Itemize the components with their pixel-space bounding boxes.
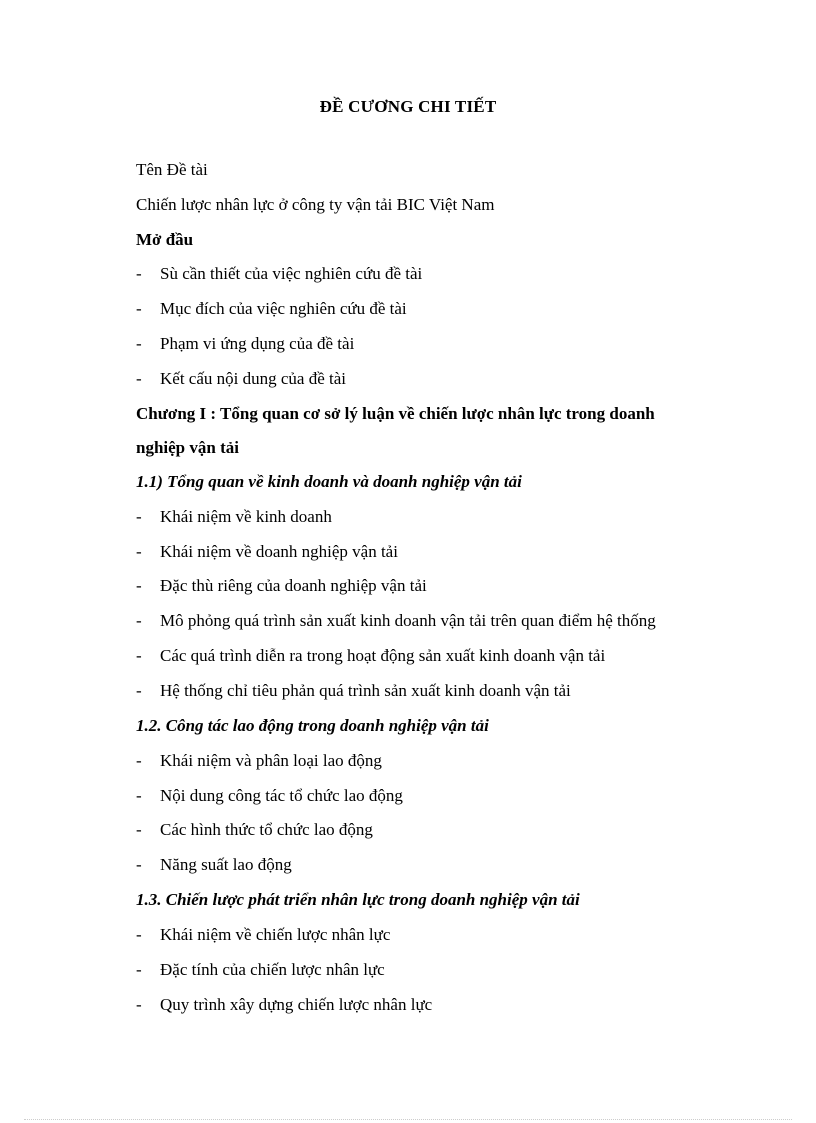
- list-item-text: Đặc tính của chiến lược nhân lực: [160, 960, 385, 979]
- bullet-dash: -: [136, 611, 142, 630]
- list-item-text: Năng suất lao động: [160, 855, 292, 874]
- list-item: [136, 680, 571, 702]
- list-item: [136, 994, 432, 1016]
- list-item: [136, 819, 373, 841]
- list-item: [136, 645, 605, 667]
- bullet-dash: -: [136, 820, 142, 839]
- list-item: [136, 506, 332, 528]
- page-bottom-rule: [24, 1119, 792, 1120]
- list-item: [136, 959, 385, 981]
- list-item-text: Khái niệm và phân loại lao động: [160, 751, 382, 770]
- topic-label: Tên Đề tài: [136, 160, 208, 179]
- list-item-text: Hệ thống chỉ tiêu phản quá trình sản xuất kinh doanh vận tải: [160, 681, 571, 700]
- bullet-dash: -: [136, 681, 142, 700]
- list-item: [136, 333, 354, 355]
- chapter-heading: Chương I : Tổng quan cơ sở lý luận về chiến lược nhân lực trong doanh: [136, 404, 655, 423]
- list-item: [136, 750, 382, 772]
- list-item-text: Khái niệm về chiến lược nhân lực: [160, 925, 391, 944]
- intro-heading: Mở đầu: [136, 230, 194, 249]
- list-item: [136, 575, 427, 597]
- list-item: [136, 854, 292, 876]
- section-heading: 1.3. Chiến lược phát triển nhân lực trong doanh nghiệp vận tải: [136, 890, 580, 909]
- bullet-dash: -: [136, 507, 142, 526]
- list-item: [136, 263, 422, 285]
- list-item-text: Mô phỏng quá trình sản xuất kinh doanh vận tải trên quan điểm hệ thống: [160, 611, 656, 630]
- bullet-dash: -: [136, 751, 142, 770]
- list-item-text: Phạm vi ứng dụng của đề tài: [160, 334, 355, 353]
- bullet-dash: -: [136, 542, 142, 561]
- bullet-dash: -: [136, 299, 142, 318]
- list-item: [136, 368, 346, 390]
- list-item: [136, 541, 398, 563]
- list-item: [136, 785, 403, 807]
- section-heading: 1.1) Tổng quan về kinh doanh và doanh nghiệp vận tải: [136, 472, 522, 491]
- bullet-dash: -: [136, 786, 142, 805]
- list-item: [136, 610, 656, 632]
- list-item-text: Kết cấu nội dung của đề tài: [160, 369, 346, 388]
- list-item-text: Mục đích của việc nghiên cứu đề tài: [160, 299, 407, 318]
- list-item-text: Đặc thù riêng của doanh nghiệp vận tải: [160, 576, 427, 595]
- list-item-text: Nội dung công tác tổ chức lao động: [160, 786, 403, 805]
- bullet-dash: -: [136, 855, 142, 874]
- bullet-dash: -: [136, 576, 142, 595]
- list-item-text: Các hình thức tổ chức lao động: [160, 820, 373, 839]
- list-item-text: Sù cần thiết của việc nghiên cứu đề tài: [160, 264, 423, 283]
- list-item-text: Khái niệm về doanh nghiệp vận tải: [160, 542, 398, 561]
- topic-value: Chiến lược nhân lực ở công ty vận tải BIC Việt Nam: [136, 195, 495, 214]
- list-item: [136, 924, 390, 946]
- bullet-dash: -: [136, 960, 142, 979]
- bullet-dash: -: [136, 646, 142, 665]
- list-item-text: Khái niệm về kinh doanh: [160, 507, 332, 526]
- list-item: [136, 298, 407, 320]
- list-item-text: Các quá trình diễn ra trong hoạt động sản xuất kinh doanh vận tải: [160, 646, 606, 665]
- bullet-dash: -: [136, 925, 142, 944]
- bullet-dash: -: [136, 995, 142, 1014]
- document-title: ĐỀ CƯƠNG CHI TIẾT: [319, 97, 497, 116]
- section-heading: 1.2. Công tác lao động trong doanh nghiệp vận tải: [136, 716, 489, 735]
- bullet-dash: -: [136, 264, 142, 283]
- bullet-dash: -: [136, 369, 142, 388]
- bullet-dash: -: [136, 334, 142, 353]
- chapter-heading-continued: nghiệp vận tải: [136, 438, 239, 457]
- list-item-text: Quy trình xây dựng chiến lược nhân lực: [160, 995, 433, 1014]
